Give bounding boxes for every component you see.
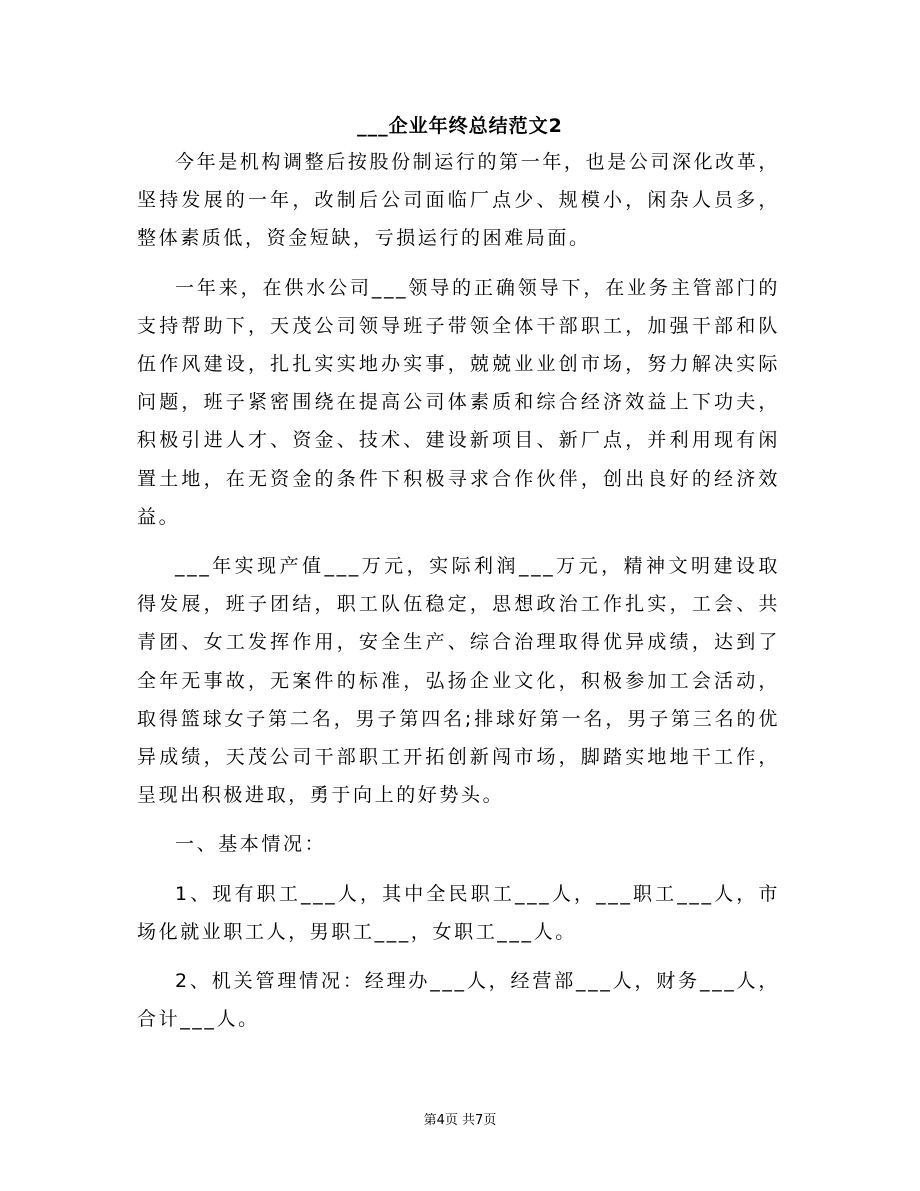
section-heading-basic-situation: 一、基本情况：: [175, 833, 327, 856]
paragraph-leadership: 一年来，在供水公司___领导的正确领导下，在业务主管部门的支持帮助下，天茂公司领导班子带领全体干部职工，加强干部和队伍作风建设，扎扎实实地办实事，兢兢业业创市场，努力解决实际问题，班子紧密围绕在提高公司体素质和综合经济效益上下功夫，积极引进人才、资金、技术、建设新项目、新厂点，并利用现有闲置土地，在无资金的条件下积极寻求合作伙伴，创出良好的经济效益。: [137, 276, 780, 528]
document-title: ___企业年终总结范文2: [357, 115, 563, 137]
paragraph-achievements: ___年实现产值___万元，实际利润___万元，精神文明建设取得发展，班子团结，职工队伍稳定，思想政治工作扎实，工会、共青团、女工发挥作用，安全生产、综合治理取得优异成绩，达到了全年无事故，无案件的标准，弘扬企业文化，积极参加工会活动，取得篮球女子第二名，男子第四名;排球好第一名，男子第三名的优异成绩，天茂公司干部职工开拓创新闯市场，脚踏实地地干工作，呈现出积极进取，勇于向上的好势头。: [137, 555, 780, 807]
page-number-footer: 第4页 共7页: [423, 1113, 497, 1128]
paragraph-intro: 今年是机构调整后按股份制运行的第一年，也是公司深化改革，坚持发展的一年，改制后公司面临厂点少、规模小，闲杂人员多，整体素质低，资金短缺，亏损运行的困难局面。: [137, 151, 780, 250]
paragraph-office-management: 2、机关管理情况：经理办___人，经营部___人，财务___人，合计___人。: [137, 970, 780, 1031]
document-body: [137, 143, 780, 1049]
paragraph-staff-count: 1、现有职工___人，其中全民职工___人，___职工___人，市场化就业职工人，男职工___，女职工___人。: [137, 882, 780, 943]
